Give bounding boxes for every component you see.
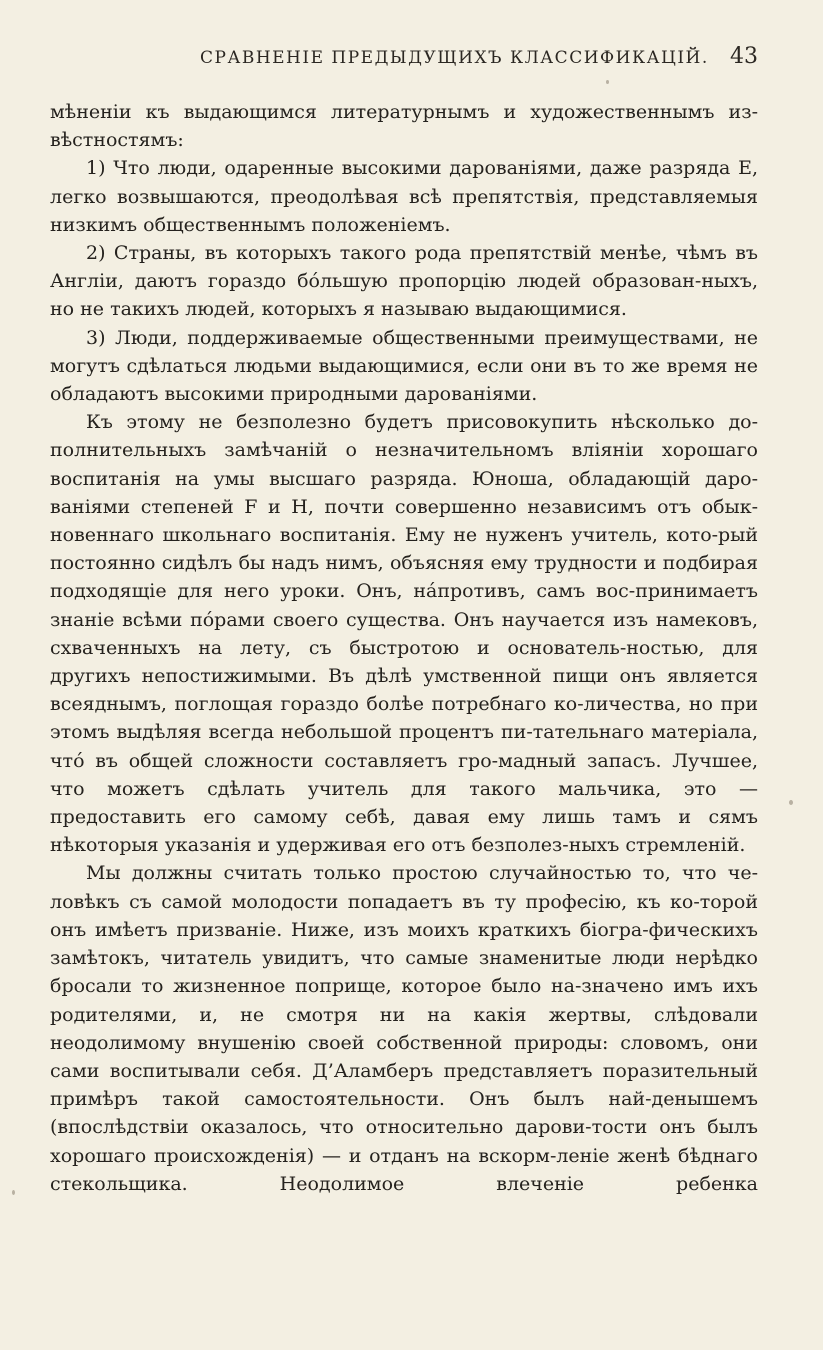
- paragraph-continuation: мѣненіи къ выдающимся литературнымъ и художественнымъ из-вѣстностямъ:: [50, 101, 758, 152]
- paragraph-point-1: 1) Что люди, одаренные высокими дарованіями, даже разряда Е, легко возвышаются, преодолѣвая всѣ препятствія, представляемыя низкимъ общественнымъ положеніемъ.: [50, 157, 758, 236]
- running-title: СРАВНЕНІЕ ПРЕДЫДУЩИХЪ КЛАССИФИКАЦІЙ.: [200, 48, 709, 68]
- paper-speck: [12, 1190, 15, 1195]
- body-text: [50, 98, 758, 1198]
- paragraph-point-3: 3) Люди, поддерживаемые общественными преимуществами, не могутъ сдѣлаться людьми выдающимися, если они въ то же время не обладаютъ высокими природными дарованіями.: [50, 326, 758, 406]
- paper-speck: [789, 800, 793, 805]
- paragraph-education: Къ этому не безполезно будетъ присовокупить нѣсколько до-полнительныхъ замѣчаній о незначительномъ вліяніи хорошаго воспитанія на умы высшаго разряда. Юноша, обладающій даро-ваніями степеней F и H, почти совершенно независимъ отъ обык-новеннаго школьнаго воспитанія. Ему не нуженъ учитель, кото-рый постоянно сидѣлъ бы надъ нимъ, объясняя ему трудности и подбирая подходящіе для него уроки. Онъ, на́противъ, самъ вос-принимаетъ знаніе всѣми по́рами своего существа. Онъ научается изъ намековъ, схваченныхъ на лету, съ быстротою и основатель-ностью, для другихъ непостижимыми. Въ дѣлѣ умственной пищи онъ является всеяднымъ, поглощая гораздо болѣе потребнаго ко-личества, но при этомъ выдѣляя всегда небольшой процентъ пи-тательнаго матеріала, что́ въ общей сложности составляетъ гро-мадный запасъ. Лучшее, что можетъ сдѣлать учитель для такого мальчика, это — предоставить его самому себѣ, давая ему лишь тамъ и сямъ нѣкоторыя указанія и удерживая его отъ безполез-ныхъ стремленій.: [50, 411, 758, 857]
- page-number: 43: [730, 44, 758, 69]
- page-header: [50, 44, 758, 74]
- paragraph-point-2: 2) Страны, въ которыхъ такого рода препятствій менѣе, чѣмъ въ Англіи, даютъ гораздо бо́льшую пропорцію людей образован-ныхъ, но не такихъ людей, которыхъ я называю выдающимися.: [50, 242, 758, 321]
- paper-speck: [606, 80, 609, 84]
- paragraph-dalembert: Мы должны считать только простою случайностью то, что че-ловѣкъ съ самой молодости попадаетъ въ ту професію, къ ко-торой онъ имѣетъ призваніе. Ниже, изъ моихъ краткихъ біогра-фическихъ замѣтокъ, читатель увидитъ, что самые знаменитые люди нерѣдко бросали то жизненное поприще, которое было на-значено имъ ихъ родителями, и, не смотря ни на какія жертвы, слѣдовали неодолимому внушенію своей собственной природы: словомъ, они сами воспитывали себя. Д’Аламберъ представляетъ поразительный примѣръ такой самостоятельности. Онъ былъ най-денышемъ (впослѣдствіи оказалось, что относительно дарови-тости онъ былъ хорошаго происхожденія) — и отданъ на вскорм-леніе женѣ бѣднаго стекольщика. Неодолимое влеченіе ребенка: [50, 862, 758, 1195]
